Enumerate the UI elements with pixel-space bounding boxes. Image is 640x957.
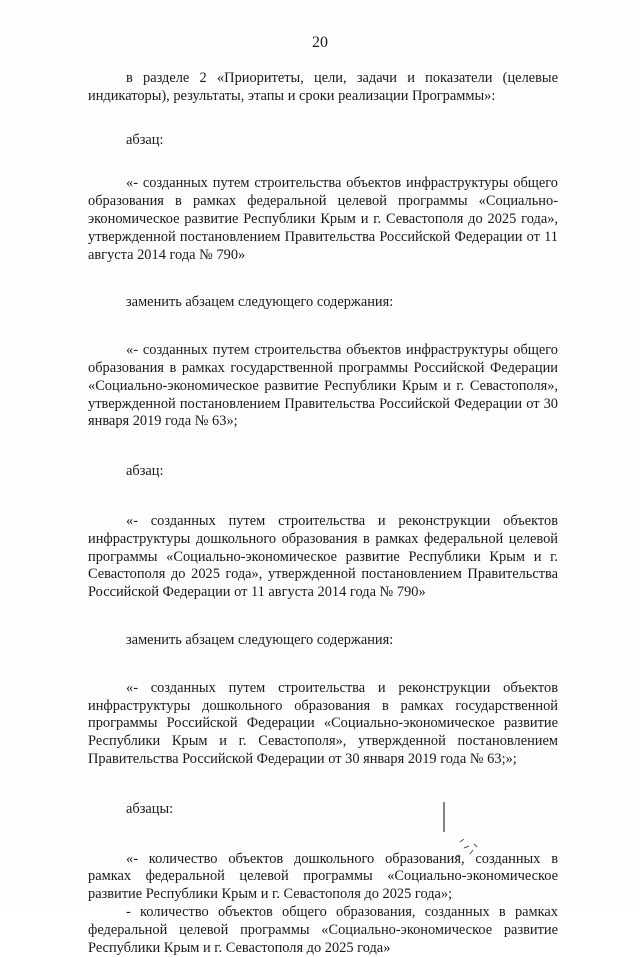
new-paragraph-general-education: «- созданных путем строительства объектов инфраструктуры общего образования в рамках государственной программы Российской Федерации «Социально-экономическое развитие Республики Крым и г. Севастополя», утвержденной постановлением Правительства Российской Федерации от 30 января 2019 года № 63»; (88, 342, 558, 430)
old-paragraph-general-count: - количество объектов общего образования, созданных в рамках федеральной целевой программы «Социально-экономическое развитие Республики Крым и г. Севастополя до 2025 года» (88, 903, 558, 956)
old-paragraph-preschool-count: «- количество объектов дошкольного образования, созданных в рамках федеральной целевой программы «Социально-экономическое развитие Республики Крым и г. Севастополя до 2025 года»; (88, 850, 558, 903)
replace-label: заменить абзацем следующего содержания: (126, 631, 394, 648)
old-paragraph-general-education: «- созданных путем строительства объектов инфраструктуры общего образования в рамках федеральной целевой программы «Социально-экономическое развитие Республики Крым и г. Севастополя до 2025 года», утвержденной постановлением Правительства Российской Федерации от 11 августа 2014 года № 790» (88, 175, 558, 263)
label-paragraph: абзац: (126, 463, 164, 480)
replace-label: заменить абзацем следующего содержания: (126, 294, 394, 311)
new-paragraph-preschool: «- созданных путем строительства и реконструкции объектов инфраструктуры дошкольного образования в рамках государственной программы Российской Федерации «Социально-экономическое развитие Республики Крым и г. Севастополя», утвержденной постановлением Правительства Российской Федерации от 30 января 2019 года № 63;»; (88, 679, 558, 767)
old-paragraph-preschool: «- созданных путем строительства и реконструкции объектов инфраструктуры дошкольного образования в рамках федеральной целевой программы «Социально-экономическое развитие Республики Крым и г. Севастополя до 2025 года», утвержденной постановлением Правительства Российской Федерации от 11 августа 2014 года № 790» (88, 512, 558, 601)
label-paragraph: абзац: (126, 131, 164, 148)
scan-marks (430, 800, 500, 870)
page-number: 20 (312, 34, 328, 51)
label-paragraphs: абзацы: (126, 800, 174, 817)
intro-paragraph: в разделе 2 «Приоритеты, цели, задачи и показатели (целевые индикаторы), результаты, этапы и сроки реализации Программы»: (88, 70, 558, 104)
